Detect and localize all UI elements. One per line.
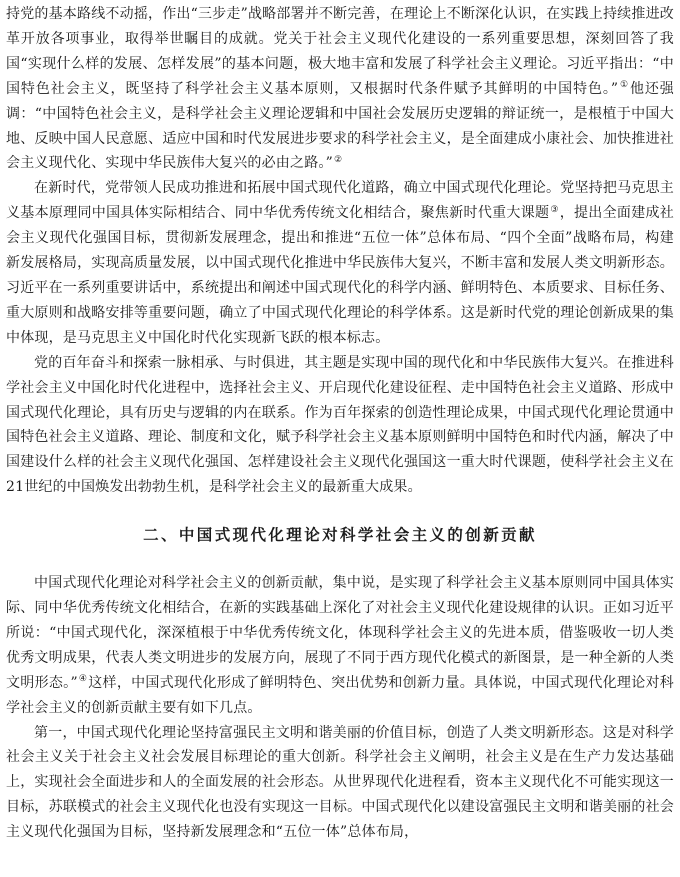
paragraph-1-text-a: 持党的基本路线不动摇，作出“三步走”战略部署并不断完善，在理论上不断深化认识，在实践上持续推进改革开放各项事业，取得举世瞩目的成就。党关于社会主义现代化建设的一系列重要思想，深刻回答了我国“实现什么样的发展、怎样发展”的基本问题，极大地丰富和发展了科学社会主义理论。习近平指出：“中国特色社会主义，既坚持了科学社会主义基本原则，又根据时代条件赋予其鲜明的中国特色。” [6, 6, 674, 97]
footnote-ref-2[interactable]: ② [333, 154, 343, 165]
paragraph-4-text-b: 这样，中国式现代化形成了鲜明特色、突出优势和创新力量。具体说，中国式现代化理论对科学社会主义的创新贡献主要有如下几点。 [6, 674, 675, 716]
paragraph-1-text-b: 他还强调：“中国特色社会主义，是科学社会主义理论逻辑和中国社会发展历史逻辑的辩证统一，是根植于中国大地、反映中国人民意愿、适应中国和时代发展进步要求的科学社会主义，是全面建成小康社会、加快推进社会主义现代化、实现中华民族伟大复兴的必由之路。” [6, 80, 674, 172]
paragraph-5: 第一，中国式现代化理论坚持富强民主文明和谐美丽的价值目标，创造了人类文明新形态。这是对科学社会主义关于社会主义社会发展目标理论的重大创新。科学社会主义阐明，社会主义是在生产力发达基础上，实现社会全面进步和人的全面发展的社会形态。从世界现代化进程看，资本主义现代化不可能实现这一目标，苏联模式的社会主义现代化也没有实现这一目标。中国式现代化以建设富强民主文明和谐美丽的社会主义现代化强国为目标，坚持新发展理念和“五位一体”总体布局， [6, 724, 674, 841]
section-heading: 二、中国式现代化理论对科学社会主义的创新贡献 [143, 526, 537, 545]
paragraph-4-text-a: 中国式现代化理论对科学社会主义的创新贡献，集中说，是实现了科学社会主义基本原则同中国具体实际、同中华优秀传统文化相结合，在新的实践基础上深化了对社会主义现代化建设规律的认识。正如习近平所说：“中国式现代化，深深植根于中华优秀传统文化，体现科学社会主义的先进本质，借鉴吸收一切人类优秀文明成果，代表人类文明进步的发展方向，展现了不同于西方现代化模式的新图景，是一种全新的人类文明形态。” [6, 575, 674, 691]
paragraph-3: 党的百年奋斗和探索一脉相承、与时俱进，其主题是实现中国的现代化和中华民族伟大复兴。在推进科学社会主义中国化时代化进程中，选择社会主义、开启现代化建设征程、走中国特色社会主义道路、形成中国式现代化理论，具有历史与逻辑的内在联系。作为百年探索的创造性理论成果，中国式现代化理论贯通中国特色社会主义道路、理论、制度和文化，赋予科学社会主义基本原则鲜明中国特色和时代内涵，解决了中国建设什么样的社会主义现代化强国、怎样建设社会主义现代化强国这一重大时代课题，使科学社会主义在21世纪的中国焕发出勃勃生机，是科学社会主义的最新重大成果。 [6, 354, 674, 496]
paragraph-2 [6, 176, 674, 350]
document-page [6, 2, 674, 845]
footnote-ref-1[interactable]: ① [619, 80, 629, 91]
footnote-ref-4[interactable]: ④ [78, 674, 88, 685]
paragraph-4 [6, 571, 674, 720]
footnote-ref-3[interactable]: ③ [550, 204, 559, 215]
paragraph-1 [6, 2, 674, 176]
paragraph-2-text-a: 在新时代，党带领人民成功推进和拓展中国式现代化道路，确立中国式现代化理论。党坚持把马克思主义基本原理同中国具体实际相结合、同中华优秀传统文化相结合，聚焦新时代重大课题 [6, 180, 674, 222]
paragraph-2-text-b: ，提出全面建成社会主义现代化强国目标，贯彻新发展理念，提出和推进“五位一体”总体布局、“四个全面”战略布局，构建新发展格局，实现高质量发展，以中国式现代化推进中华民族伟大复兴，不断丰富和发展人类文明新形态。习近平在一系列重要讲话中，系统提出和阐述中国式现代化的科学内涵、鲜明特色、本质要求、目标任务、重大原则和战略安排等重要问题，确立了中国式现代化理论的科学体系。这是新时代党的理论创新成果的集中体现，是马克思主义中国化时代化实现新飞跃的根本标志。 [6, 205, 674, 346]
